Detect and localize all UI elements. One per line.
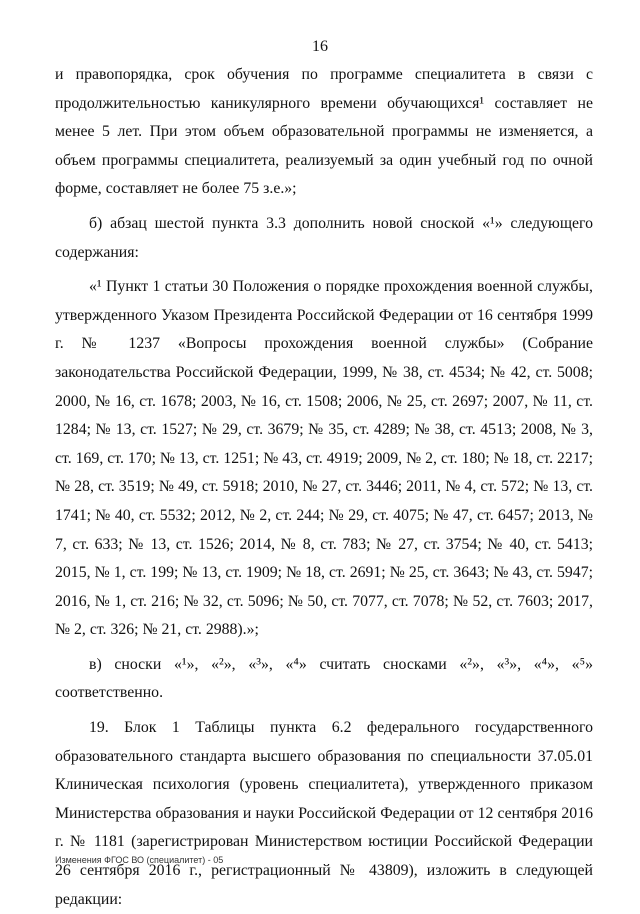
document-body — [55, 61, 593, 914]
paragraph-item-b: б) абзац шестой пункта 3.3 дополнить новой сноской «¹» следующего содержания: — [55, 214, 593, 261]
page-footer: Изменения ФГОС ВО (специалитет) - 05 — [55, 855, 224, 865]
paragraph-item-19: 19. Блок 1 Таблицы пункта 6.2 федерального государственного образовательного стандарта высшего образования по специальности 37.05.01 Клиническая психология (уровень специалитета), утвержденного приказом Министерства образования и науки Российской Федерации от 12 сентября 2016 г. № 1181 (зарегистрирован Министерством юстиции Российской Федерации 26 сентября 2016 г., регистрационный № 43809), изложить в следующей редакции: — [55, 719, 593, 908]
paragraph-item-v: в) сноски «¹», «²», «³», «⁴» считать сносками «²», «³», «⁴», «⁵» соответственно. — [55, 655, 593, 702]
page-number: 16 — [312, 38, 328, 55]
paragraph-continuation: и правопорядка, срок обучения по программе специалитета в связи с продолжительностью каникулярного времени обучающихся¹ составляет не менее 5 лет. При этом объем образовательной программы не изменяется, а объем программы специалитета, реализуемый за один учебный год по очной форме, составляет не более 75 з.е.»; — [55, 66, 593, 198]
paragraph-footnote-text: «¹ Пункт 1 статьи 30 Положения о порядке прохождения военной службы, утвержденного Указом Президента Российской Федерации от 16 сентября 1999 г. № 1237 «Вопросы прохождения военной службы» (Собрание законодательства Российской Федерации, 1999, № 38, ст. 4534; № 42, ст. 5008; 2000, № 16, ст. 1678; 2003, № 16, ст. 1508; 2006, № 25, ст. 2697; 2007, № 11, ст. 1284; № 13, ст. 1527; № 29, ст. 3679; № 35, ст. 4289; № 38, ст. 4513; 2008, № 3, ст. 169, ст. 170; № 13, ст. 1251; № 43, ст. 4919; 2009, № 2, ст. 180; № 18, ст. 2217; № 28, ст. 3519; № 49, ст. 5918; 2010, № 27, ст. 3446; 2011, № 4, ст. 572; № 13, ст. 1741; № 40, ст. 5532; 2012, № 2, ст. 244; № 29, ст. 4075; № 47, ст. 6457; 2013, № 7, ст. 633; № 13, ст. 1526; 2014, № 8, ст. 783; № 27, ст. 3754; № 40, ст. 5413; 2015, № 1, ст. 199; № 13, ст. 1909; № 18, ст. 2691; № 25, ст. 3643; № 43, ст. 5947; 2016, № 1, ст. 216; № 32, ст. 5096; № 50, ст. 7077, ст. 7078; № 52, ст. 7603; 2017, № 2, ст. 326; № 21, ст. 2988).»; — [55, 278, 593, 639]
